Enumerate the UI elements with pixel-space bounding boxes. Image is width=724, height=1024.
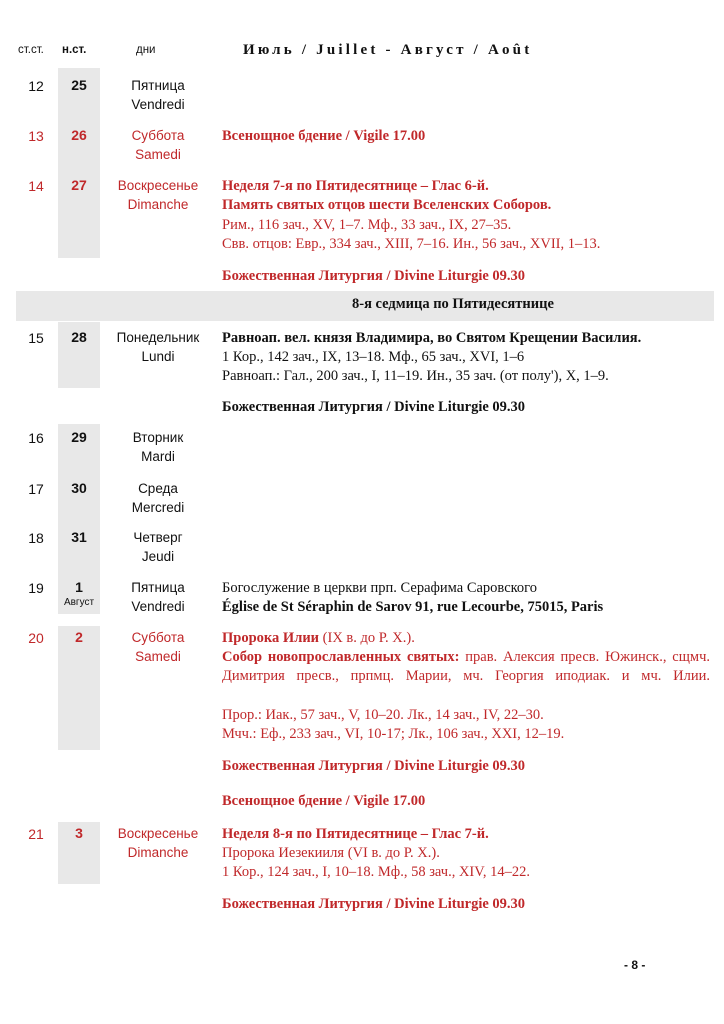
liturgy-service: Божественная Литургия / Divine Liturgie 09.30 (222, 399, 526, 415)
weekday-ru: Среда (138, 481, 178, 496)
page-title: Июль / Juillet - Август / Août (243, 42, 533, 58)
weekday-ru: Суббота (131, 128, 185, 143)
liturgy-service: Божественная Литургия / Divine Liturgie 09.30 (222, 758, 526, 774)
header-days: дни (136, 44, 156, 56)
weekday-ru: Суббота (131, 630, 185, 645)
old-date: 19 (28, 580, 44, 596)
weekday-ru: Понедельник (116, 330, 200, 345)
month-label: Август (63, 597, 95, 608)
weekday-fr: Mercredi (131, 500, 185, 515)
new-date: 27 (71, 177, 87, 193)
commemoration: Пророка Иезекииля (VI в. до Р. Х.). (222, 845, 440, 861)
old-date: 21 (28, 826, 44, 842)
weekday (102, 479, 214, 517)
readings: Прор.: Иак., 57 зач., V, 10–20. Лк., 14 зач., IV, 22–30. (222, 707, 544, 723)
weekday-fr: Samedi (135, 649, 181, 664)
new-date (58, 579, 100, 608)
page-number: - 8 - (624, 958, 646, 972)
weekday (102, 578, 214, 616)
new-date: 26 (71, 127, 87, 143)
weekday (102, 176, 214, 214)
readings: 1 Кор., 124 зач., I, 10–18. Мф., 58 зач., XIV, 14–22. (222, 864, 530, 880)
old-date: 14 (28, 178, 44, 194)
new-date: 3 (75, 825, 83, 841)
commemoration: Память святых отцов шести Вселенских Соборов. (222, 197, 552, 213)
old-date: 12 (28, 78, 44, 94)
old-date: 16 (28, 430, 44, 446)
header-new-style: н.ст. (62, 44, 87, 56)
weekday-fr: Mardi (141, 449, 175, 464)
liturgy-service: Божественная Литургия / Divine Liturgie 09.30 (222, 268, 526, 284)
weekday-ru: Воскресенье (117, 178, 199, 193)
readings: Равноап.: Гал., 200 зач., I, 11–19. Ин., 35 зач. (от полу'), X, 1–9. (222, 368, 609, 384)
weekday-fr: Dimanche (127, 845, 189, 860)
new-date: 31 (71, 529, 87, 545)
weekday-ru: Четверг (133, 530, 183, 545)
commemoration-saints: прав. Алексия пресв. Южинск., сщмч. Димитрия пресв., прпмц. Марии, мч. Георгия иподиак. и мч. Илии. (222, 649, 710, 684)
weekday (102, 528, 214, 566)
weekday-ru: Пятница (131, 580, 185, 595)
weekday-ru: Воскресенье (117, 826, 199, 841)
old-date: 13 (28, 128, 44, 144)
weekday (102, 76, 214, 114)
weekday-fr: Vendredi (131, 97, 185, 112)
weekday (102, 628, 214, 666)
service-location-ru: Богослужение в церкви прп. Серафима Саровского (222, 580, 538, 596)
feast-title: Равноап. вел. князя Владимира, во Святом Крещении Василия. (222, 330, 642, 346)
feast-title: Неделя 7-я по Пятидесятнице – Глас 6-й. (222, 178, 489, 194)
old-date: 20 (28, 630, 44, 646)
readings: 1 Кор., 142 зач., IX, 13–18. Мф., 65 зач., XVI, 1–6 (222, 349, 525, 365)
weekday (102, 824, 214, 862)
weekday (102, 428, 214, 466)
new-date-column-block (58, 68, 100, 258)
feast-name: Пророка Илии (222, 630, 320, 646)
weekday-fr: Samedi (135, 147, 181, 162)
weekday (102, 126, 214, 164)
readings: Свв. отцов: Евр., 334 зач., XIII, 7–16. Ин., 56 зач., XVII, 1–13. (222, 236, 601, 252)
feast-title: Неделя 8-я по Пятидесятнице – Глас 7-й. (222, 826, 489, 842)
new-date: 25 (71, 77, 87, 93)
new-date-day: 1 (75, 579, 83, 595)
weekday-fr: Jeudi (141, 549, 175, 564)
week-band-title: 8-я седмица по Пятидесятнице (352, 296, 554, 312)
vigil-service: Всенощное бдение / Vigile 17.00 (222, 128, 426, 144)
readings: Мчч.: Еф., 233 зач., VI, 10-17; Лк., 106 зач., XXI, 12–19. (222, 726, 565, 742)
old-date: 17 (28, 481, 44, 497)
commemoration (222, 648, 710, 686)
old-date: 18 (28, 530, 44, 546)
feast-date: (IX в. до Р. Х.). (319, 630, 415, 646)
new-date: 28 (71, 329, 87, 345)
weekday (102, 328, 214, 366)
feast-title (222, 629, 415, 648)
old-date: 15 (28, 330, 44, 346)
header-old-style: ст.ст. (18, 44, 44, 56)
weekday-fr: Dimanche (127, 197, 189, 212)
weekday-ru: Пятница (131, 78, 185, 93)
liturgy-service: Божественная Литургия / Divine Liturgie 09.30 (222, 896, 526, 912)
service-location-fr: Église de St Séraphin de Sarov 91, rue Lecourbe, 75015, Paris (222, 599, 604, 615)
new-date: 2 (75, 629, 83, 645)
new-date: 29 (71, 429, 87, 445)
vigil-service: Всенощное бдение / Vigile 17.00 (222, 793, 426, 809)
commemoration-title: Собор новопрославленных святых: (222, 649, 460, 665)
new-date: 30 (71, 480, 87, 496)
weekday-fr: Vendredi (131, 599, 185, 614)
readings: Рим., 116 зач., XV, 1–7. Мф., 33 зач., IX, 27–35. (222, 217, 512, 233)
weekday-ru: Вторник (132, 430, 184, 445)
weekday-fr: Lundi (141, 349, 175, 364)
